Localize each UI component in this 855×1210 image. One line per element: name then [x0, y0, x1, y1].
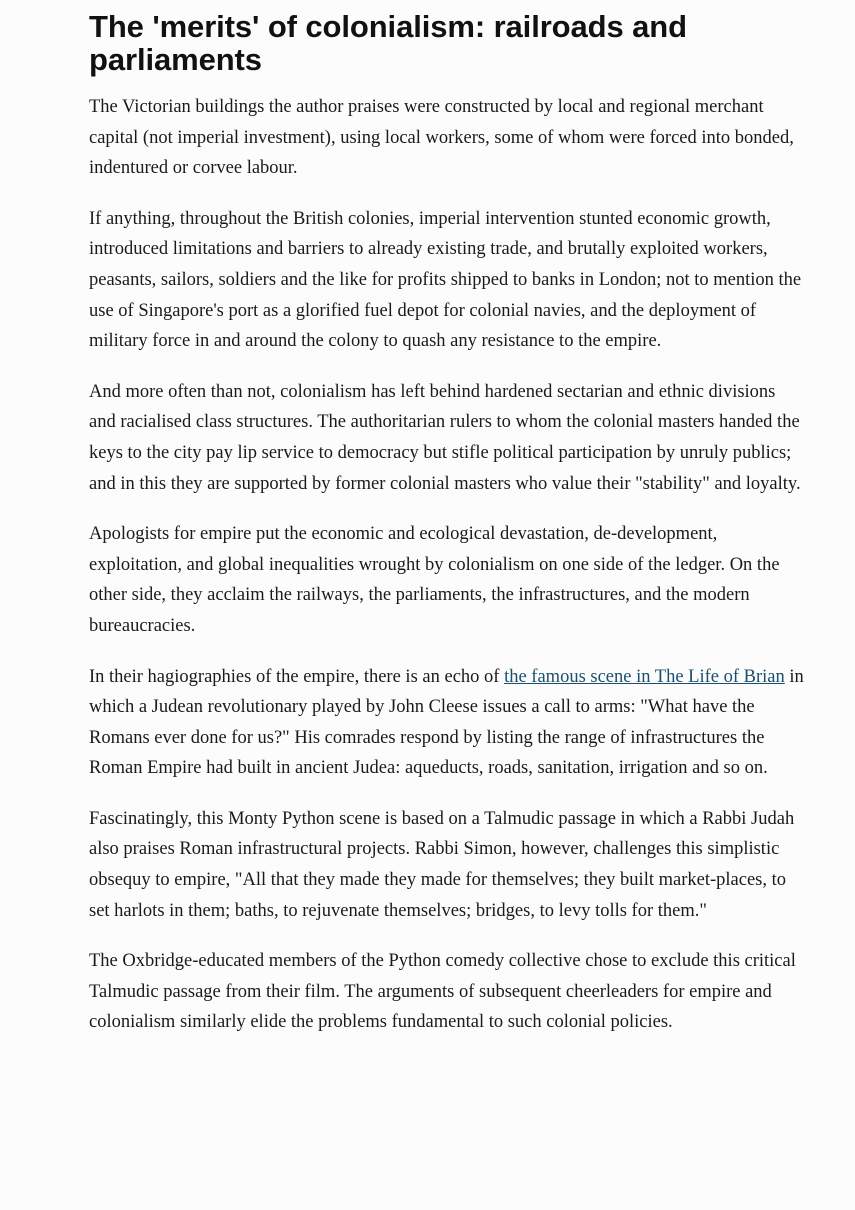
paragraph-7: The Oxbridge-educated members of the Python comedy collective chose to exclude this critical Talmudic passage from their film. The arguments of subsequent cheerleaders for empire and colonialism similarly elide the problems fundamental to such colonial policies.: [89, 951, 796, 1033]
paragraph-5: [89, 662, 804, 784]
section-heading: The 'merits' of colonialism: railroads and parliaments: [89, 9, 687, 77]
paragraph-5-text-after: in which a Judean revolutionary played by John Cleese issues a call to arms: "What have the Romans ever done for us?" His comrades respond by listing the range of infrastructures the Roman Empire had built in ancient Judea: aqueducts, roads, sanitation, irrigation and so on.: [89, 666, 804, 779]
paragraph-1: The Victorian buildings the author praises were constructed by local and regional merchant capital (not imperial investment), using local workers, some of whom were forced into bonded, indentured or corvee labour.: [89, 97, 794, 179]
paragraph-2: If anything, throughout the British colonies, imperial intervention stunted economic growth, introduced limitations and barriers to already existing trade, and brutally exploited workers, peasants, sailors, soldiers and the like for profits shipped to banks in London; not to mention the use of Singapore's port as a glorified fuel depot for colonial navies, and the deployment of military force in and around the colony to quash any resistance to the empire.: [89, 208, 802, 352]
paragraph-4: Apologists for empire put the economic and ecological devastation, de-development, exploitation, and global inequalities wrought by colonialism on one side of the ledger. On the other side, they acclaim the railways, the parliaments, the infrastructures, and the modern bureaucracies.: [89, 524, 780, 636]
paragraph-5-text-before: In their hagiographies of the empire, there is an echo of: [89, 666, 505, 687]
paragraph-3: And more often than not, colonialism has left behind hardened sectarian and ethnic divisions and racialised class structures. The authoritarian rulers to whom the colonial masters handed the keys to the city pay lip service to democracy but stifle political participation by unruly publics; and in this they are supported by former colonial masters who value their "stability" and loyalty.: [89, 381, 801, 494]
article-body: [89, 10, 804, 1058]
paragraph-6: Fascinatingly, this Monty Python scene is based on a Talmudic passage in which a Rabbi Judah also praises Roman infrastructural projects. Rabbi Simon, however, challenges this simplistic obsequy to empire, "All that they made they made for themselves; they built market-places, to set harlots in them; baths, to rejuvenate themselves; bridges, to levy tolls for them.": [89, 808, 795, 921]
life-of-brian-link[interactable]: the famous scene in The Life of Brian: [504, 666, 785, 687]
